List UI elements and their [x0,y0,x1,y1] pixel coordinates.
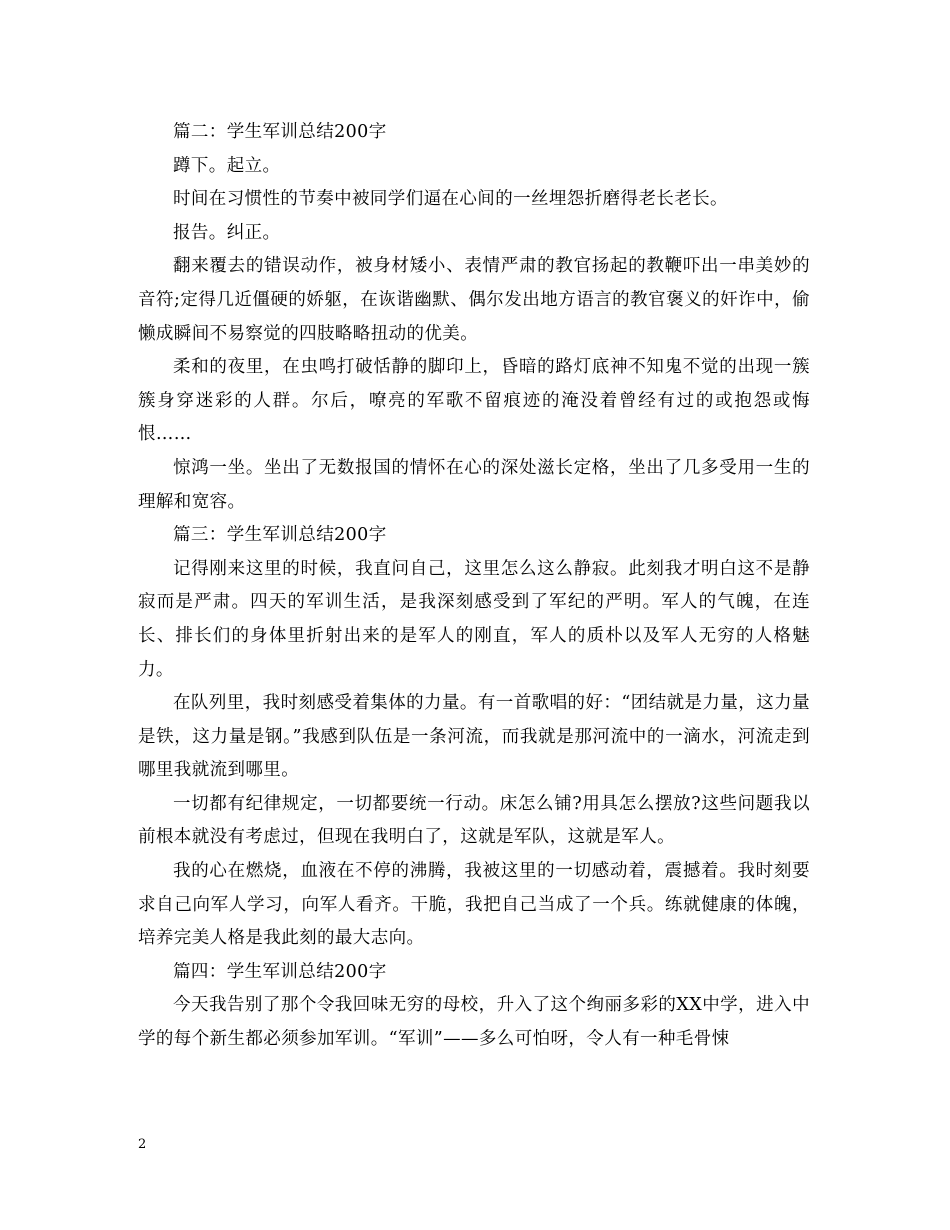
body-paragraph: 柔和的夜里，在虫鸣打破恬静的脚印上，昏暗的路灯底神不知鬼不觉的出现一簇簇身穿迷彩的人群。尔后，嘹亮的军歌不留痕迹的淹没着曾经有过的或抱怨或悔恨…… [138,357,810,445]
body-paragraph: 我的心在燃烧，血液在不停的沸腾，我被这里的一切感动着，震撼着。我时刻要求自己向军人学习，向军人看齐。干脆，我把自己当成了一个兵。练就健康的体魄，培养完美人格是我此刻的最大志向。 [138,861,810,949]
section-heading-part-four: 篇四：学生军训总结200字 [173,961,387,982]
body-paragraph: 一切都有纪律规定，一切都要统一行动。床怎么铺?用具怎么摆放?这些问题我以前根本就没有考虑过，但现在我明白了，这就是军队，这就是军人。 [138,793,810,848]
body-paragraph: 时间在习惯性的节奏中被同学们逼在心间的一丝埋怨折磨得老长老长。 [173,189,728,210]
body-paragraph: 报告。纠正。 [173,222,281,243]
page-number: 2 [138,1137,147,1152]
body-paragraph: 记得刚来这里的时候，我直问自己，这里怎么这么静寂。此刻我才明白这不是静寂而是严肃。四天的军训生活，是我深刻感受到了军纪的严明。军人的气魄，在连长、排长们的身体里折射出来的是军人的刚直，军人的质朴以及军人无穷的人格魅力。 [138,558,810,680]
section-heading-part-three: 篇三：学生军训总结200字 [173,525,387,546]
body-paragraph: 在队列里，我时刻感受着集体的力量。有一首歌唱的好：“团结就是力量，这力量是铁，这力量是钢。”我感到队伍是一条河流，而我就是那河流中的一滴水，河流走到哪里我就流到哪里。 [138,693,810,781]
body-paragraph: 蹲下。起立。 [173,155,281,176]
body-paragraph: 翻来覆去的错误动作，被身材矮小、表情严肃的教官扬起的教鞭吓出一串美妙的音符;定得几近僵硬的娇躯，在诙谐幽默、偶尔发出地方语言的教官褒义的奸诈中，偷懒成瞬间不易察觉的四肢略略扭动的优美。 [138,256,810,344]
document-body [138,116,810,1057]
body-paragraph: 今天我告别了那个令我回味无穷的母校，升入了这个绚丽多彩的XX中学，进入中学的每个新生都必须参加军训。“军训”——多么可怕呀，令人有一种毛骨悚 [138,995,810,1050]
section-heading-part-two: 篇二：学生军训总结200字 [173,122,387,142]
body-paragraph: 惊鸿一坐。坐出了无数报国的情怀在心的深处滋长定格，坐出了几多受用一生的理解和宽容。 [138,457,810,512]
